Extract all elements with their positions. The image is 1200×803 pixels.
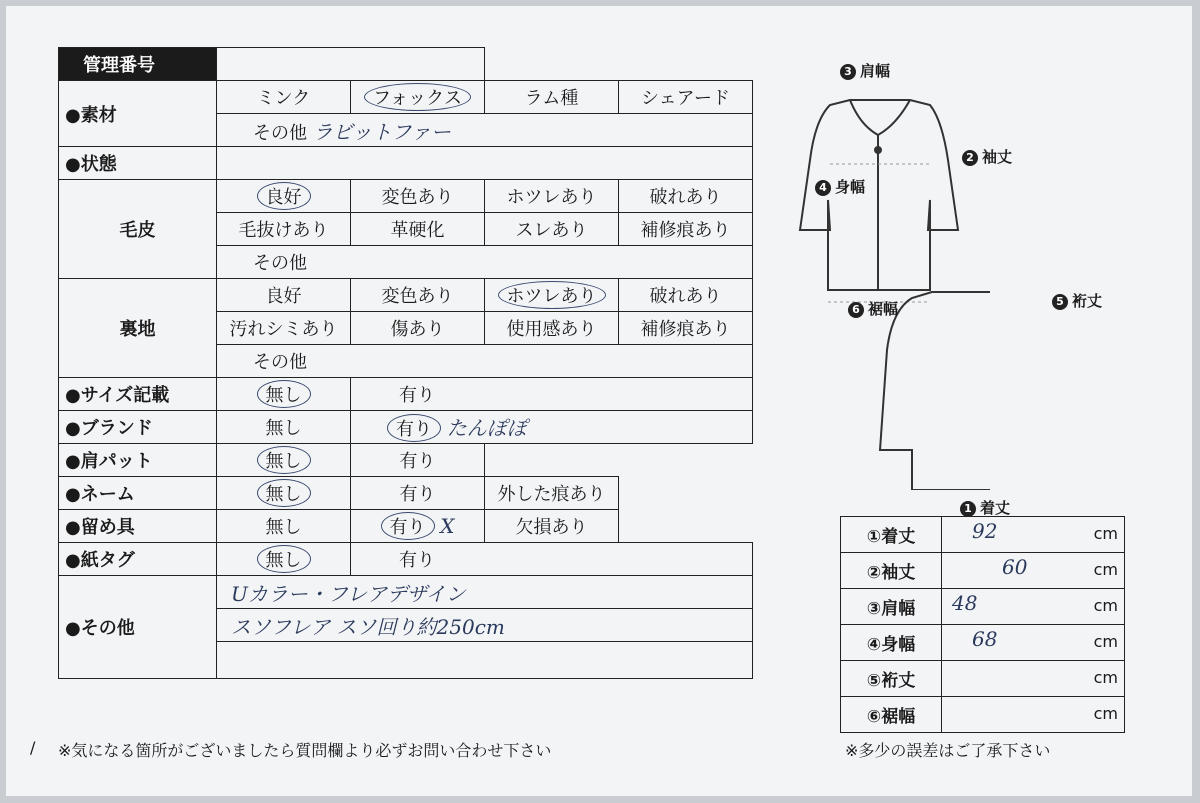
measure-value: 60 — [1002, 555, 1028, 579]
fastener-label: ●留め具 — [59, 510, 217, 543]
size-label-label: ●サイズ記載 — [59, 378, 217, 411]
diagram-yuki: 5 裄丈 — [1052, 290, 1102, 311]
diagram-hem: 6 裾幅 — [848, 298, 898, 319]
lining-tear: 破れあり — [619, 279, 753, 312]
measurement-table — [840, 516, 1125, 733]
fur-good — [217, 180, 351, 213]
name-none-circle: 無し — [257, 479, 311, 507]
paper-tag-none — [217, 543, 351, 576]
fastener-mark: X — [440, 514, 455, 538]
brand-row — [59, 411, 753, 444]
name-yes: 有り — [351, 477, 485, 510]
name-removed: 外した痕あり — [485, 477, 619, 510]
fur-label: 毛皮 — [59, 180, 217, 279]
other-line-2 — [217, 609, 753, 642]
lining-other: その他 — [217, 345, 753, 378]
lining-good: 良好 — [217, 279, 351, 312]
brand-label: ●ブランド — [59, 411, 217, 444]
measure-row — [841, 553, 1125, 589]
fastener-missing: 欠損あり — [485, 510, 619, 543]
material-label: ●素材 — [59, 81, 217, 147]
footer-slash: / — [30, 738, 36, 757]
footer-note: ※気になる箇所がございましたら質問欄より必ずお問い合わせ下さい — [58, 741, 552, 760]
fur-repair: 補修痕あり — [619, 213, 753, 246]
paper-tag-none-circle: 無し — [257, 545, 311, 573]
material-other-label: その他 — [253, 122, 307, 144]
condition-label: ●状態 — [59, 147, 217, 180]
shoulder-pad-none — [217, 444, 351, 477]
coat-back-icon — [880, 292, 990, 490]
management-number-label: 管理番号 — [59, 48, 217, 81]
fastener-none: 無し — [217, 510, 351, 543]
lining-scratch: 傷あり — [351, 312, 485, 345]
fur-good-circle: 良好 — [257, 182, 311, 210]
fastener-yes-circle: 有り — [381, 512, 435, 540]
material-other — [217, 114, 753, 147]
measure-row — [841, 589, 1125, 625]
fur-shed: 毛抜けあり — [217, 213, 351, 246]
fastener-row — [59, 510, 753, 543]
measure-label: ③肩幅 — [841, 589, 942, 625]
lining-fray — [485, 279, 619, 312]
other-line-2-text: スソフレア スソ回り約250cm — [231, 614, 505, 639]
measure-row — [841, 697, 1125, 733]
material-row — [59, 81, 753, 114]
fur-tear: 破れあり — [619, 180, 753, 213]
coat-diagram — [790, 80, 990, 490]
shoulder-pad-yes: 有り — [351, 444, 485, 477]
measure-label: ④身幅 — [841, 625, 942, 661]
material-fox — [351, 81, 485, 114]
brand-yes-circle: 有り — [387, 414, 441, 442]
other-row-1 — [59, 576, 753, 609]
measure-row — [841, 625, 1125, 661]
measure-unit: cm — [1093, 668, 1118, 687]
measure-unit: cm — [1093, 524, 1118, 543]
measure-value: 68 — [972, 627, 998, 651]
paper-tag-label: ●紙タグ — [59, 543, 217, 576]
size-label-none-circle: 無し — [257, 380, 311, 408]
shoulder-pad-none-circle: 無し — [257, 446, 311, 474]
material-fox-circle: フォックス — [364, 83, 471, 111]
fastener-yes — [351, 510, 485, 543]
other-label: ●その他 — [59, 576, 217, 679]
fur-other: その他 — [217, 246, 753, 279]
lining-repair: 補修痕あり — [619, 312, 753, 345]
lining-stain: 汚れシミあり — [217, 312, 351, 345]
disclaimer: ※多少の誤差はご了承下さい — [845, 741, 1051, 760]
management-number-value — [217, 48, 485, 81]
measure-label: ①着丈 — [841, 517, 942, 553]
lining-label: 裏地 — [59, 279, 217, 378]
material-sheared: シェアード — [619, 81, 753, 114]
lining-row-1 — [59, 279, 753, 312]
measure-unit: cm — [1093, 596, 1118, 615]
brand-none: 無し — [217, 411, 351, 444]
measure-row — [841, 517, 1125, 553]
material-other-value: ラビットファー — [312, 119, 451, 144]
shoulder-pad-label: ●肩パット — [59, 444, 217, 477]
lining-used: 使用感あり — [485, 312, 619, 345]
paper-tag-yes: 有り — [351, 543, 753, 576]
other-line-1-text: Uカラー・フレアデザイン — [231, 581, 466, 606]
other-line-3 — [217, 642, 753, 679]
size-label-row — [59, 378, 753, 411]
measure-row — [841, 661, 1125, 697]
measure-label: ⑥裾幅 — [841, 697, 942, 733]
size-label-yes: 有り — [351, 378, 753, 411]
header-row — [59, 48, 753, 81]
measure-unit: cm — [1093, 632, 1118, 651]
fur-fray: ホツレあり — [485, 180, 619, 213]
measure-label: ⑤裄丈 — [841, 661, 942, 697]
material-mink: ミンク — [217, 81, 351, 114]
fur-discolor: 変色あり — [351, 180, 485, 213]
name-none — [217, 477, 351, 510]
paper-tag-row — [59, 543, 753, 576]
diagram-shoulder: 3 肩幅 — [840, 60, 890, 81]
other-line-1 — [217, 576, 753, 609]
fur-rub: スレあり — [485, 213, 619, 246]
measure-value: 48 — [952, 591, 978, 615]
brand-value: たんぽぽ — [446, 416, 527, 440]
diagram-sleeve: 2 袖丈 — [962, 146, 1012, 167]
size-label-none — [217, 378, 351, 411]
measure-unit: cm — [1093, 560, 1118, 579]
measure-unit: cm — [1093, 704, 1118, 723]
lining-discolor: 変色あり — [351, 279, 485, 312]
lining-fray-circle: ホツレあり — [498, 281, 606, 309]
item-form — [58, 47, 753, 679]
name-label: ●ネーム — [59, 477, 217, 510]
diagram-length: 1 着丈 — [960, 497, 1010, 518]
diagram-body: 4 身幅 — [815, 176, 865, 197]
fur-hard: 革硬化 — [351, 213, 485, 246]
brand-yes — [351, 411, 753, 444]
condition-row — [59, 147, 753, 180]
measure-value: 92 — [972, 519, 998, 543]
shoulder-pad-row — [59, 444, 753, 477]
material-lamb: ラム種 — [485, 81, 619, 114]
measure-label: ②袖丈 — [841, 553, 942, 589]
fur-row-1 — [59, 180, 753, 213]
name-row — [59, 477, 753, 510]
